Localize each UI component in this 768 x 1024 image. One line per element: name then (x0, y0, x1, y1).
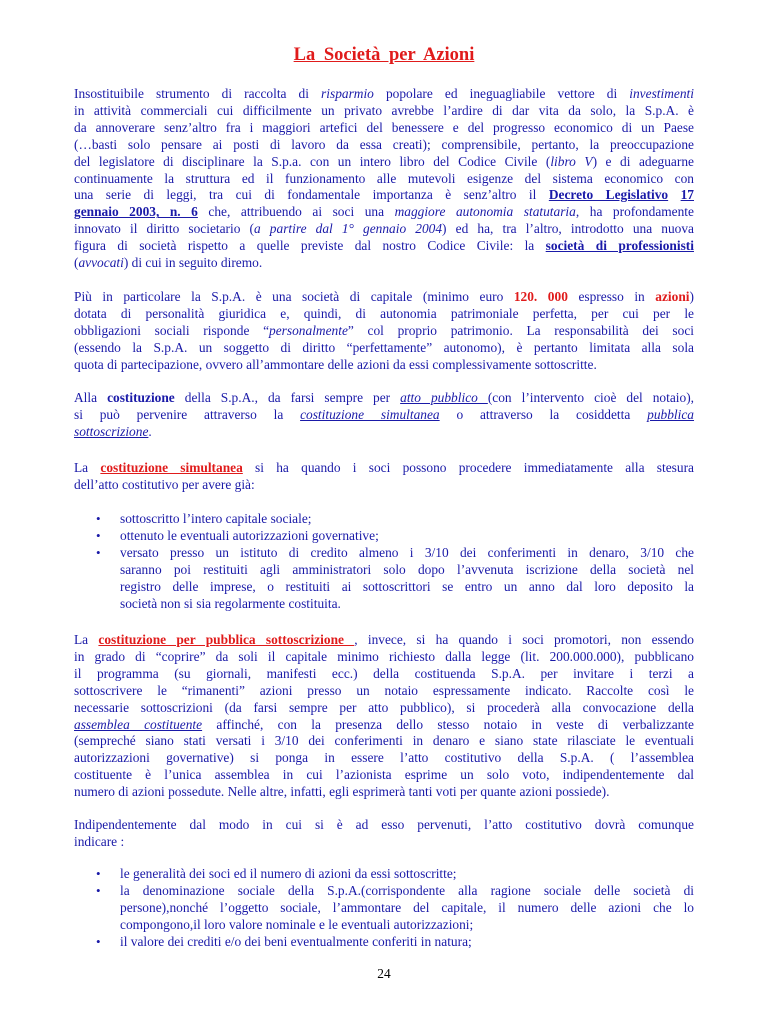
simultanea-heading-term: costituzione simultanea (100, 460, 243, 475)
text: , invece, si ha quando i soci promotori, non essendo (354, 632, 694, 647)
bullet-icon: • (96, 511, 101, 526)
line: sottoscrivere le “rimanenti” azioni presso un notaio espressamente indicato. Raccolte così le (74, 682, 694, 698)
atto-contents-list (74, 866, 694, 951)
bullet-icon: • (96, 933, 101, 949)
emph-investimenti: investimenti (629, 86, 694, 101)
text: innovato il diritto societario ( (74, 221, 254, 237)
assemblea-costituente-term: assemblea costituente (74, 716, 203, 732)
line (74, 390, 694, 407)
text: Alla (74, 390, 108, 405)
line: indicare : (74, 833, 125, 849)
line (74, 154, 694, 171)
line (74, 86, 694, 103)
line (74, 717, 694, 734)
line (74, 255, 694, 272)
text: della S.p.A., da farsi sempre per (174, 390, 401, 405)
emph-personalmente: personalmente (269, 322, 348, 338)
text: ) e di adeguarne (592, 153, 694, 169)
emph-autonomia: maggiore autonomia statutaria (394, 204, 576, 220)
decreto-link: Decreto Legislativo (548, 187, 669, 203)
costituzione-term: costituzione (107, 390, 175, 405)
list-item-text: il valore dei crediti e/o dei beni eventualmente conferiti in natura; (120, 933, 472, 949)
text: espresso in (567, 289, 656, 304)
decreto-date: gennaio 2003, n. 6 (74, 204, 198, 220)
line: in grado di “coprire” da soli il capitale minimo richiesto dalla legge (lit. 200.000.000), pubblicano (74, 648, 694, 664)
emph-avvocati: avvocati (78, 255, 124, 271)
line (74, 221, 694, 238)
line (74, 204, 694, 221)
requirements-list (74, 511, 694, 612)
page-number: 24 (377, 966, 391, 981)
pubblica-sottoscrizione-term: costituzione per pubblica sottoscrizione (98, 632, 355, 647)
text: o attraverso la cosiddetta (439, 406, 648, 422)
line: quota di partecipazione, ovvero all’ammontare delle azioni da essi complessivamente sottoscritte. (74, 356, 597, 372)
bullet-icon: • (96, 866, 101, 881)
line: versato presso un istituto di credito almeno i 3/10 dei conferimenti in denaro, 3/10 che (120, 544, 694, 560)
paragraph-costituzione (74, 390, 694, 441)
line: dell’atto costitutivo per avere già: (74, 476, 255, 492)
pubblica-term: pubblica (647, 406, 695, 422)
text: , ha profondamente (575, 204, 694, 220)
line: Indipendentemente dal modo in cui si è ad esso pervenuti, l’atto costitutivo dovrà comunque (74, 817, 694, 832)
line: autorizzazioni governative) si ponga in essere l’atto costitutivo della S.p.A. ( l’assemblea (74, 750, 694, 766)
list-item (74, 528, 694, 545)
line (74, 460, 694, 477)
line: persone),nonché l’oggetto sociale, l’ammontare del capitale, il numero delle azioni che lo (120, 899, 694, 915)
text (668, 187, 680, 202)
text: La (74, 460, 101, 475)
capital-amount: 120. 000 (513, 289, 568, 304)
bullet-icon: • (96, 882, 101, 898)
line: in attività commerciali cui difficilmente un privato avrebbe l’ardire di dar vita da solo, la S.p.A. è (74, 102, 694, 118)
line: dotata di personalità giuridica e, quindi, di autonomia patrimoniale perfetta, per cui per le (74, 305, 694, 321)
line: da annoverare senz’altro fra i maggiori artefici del benessere e del progresso economico di un Paese (74, 119, 694, 135)
line: il programma (su giornali, manifesti ecc.) della costituenda S.p.A. per invitare i terzi a (74, 665, 694, 681)
list-item-text: ottenuto le eventuali autorizzazioni governative; (120, 527, 379, 543)
text: affinché, con la presenza dello stesso notaio in veste di verbalizzante (202, 716, 694, 732)
text: una serie di leggi, tra cui di fondamentale importanza è senz’altro il (74, 187, 549, 203)
line: società non si sia regolarmente costituita. (120, 595, 341, 611)
text: ) (689, 289, 694, 304)
line: continuamente la struttura ed il funzionamento alle mutevoli esigenze del sistema economico con (74, 170, 694, 186)
line (74, 187, 694, 204)
text: figura di società rispetto a quelle previste dal nostro Codice Civile: la (74, 238, 546, 254)
line (74, 632, 694, 649)
paragraph-intro (74, 86, 694, 272)
text: del legislatore di disciplinare la S.p.a. con un intero libro del Codice Civile ( (74, 153, 551, 169)
list-item (74, 511, 694, 528)
text: Insostituibile strumento di raccolta di (74, 86, 322, 101)
azioni-term: azioni (655, 289, 690, 304)
bullet-icon: • (96, 544, 101, 560)
text: obbligazioni sociali risponde “ (74, 322, 270, 338)
line: (essendo la S.p.A. un soggetto di diritto “perfettamente” autonomo), è pertanto limitata alla sola (74, 339, 694, 355)
line: saranno poi restituiti agli amministratori solo dopo l’avvenuta iscrizione della società nel (120, 561, 694, 577)
text: Più in particolare la S.p.A. è una società di capitale (minimo euro (74, 289, 514, 304)
costituzione-simultanea-term: costituzione simultanea (300, 406, 440, 422)
paragraph-capitale (74, 289, 694, 374)
line: (sempreché siano stati versati i 3/10 dei conferimenti in denaro e siano state rilasciate le eventuali (74, 733, 694, 749)
text: si ha quando i soci possono procedere immediatamente alla stesura (242, 460, 694, 475)
text: popolare ed ineguagliabile vettore di (373, 86, 630, 101)
line (74, 407, 694, 424)
text: (con l’intervento cioè del notaio), (487, 390, 695, 405)
atto-pubblico-term: atto pubblico (400, 390, 488, 405)
list-item-text: sottoscritto l’intero capitale sociale; (120, 511, 312, 526)
text: ( (74, 255, 79, 271)
emph-date: a partire dal 1° gennaio 2004 (254, 221, 443, 237)
line: numero di azioni possedute. Nelle altre, infatti, egli esprimerà tanti voti per quante azioni possiede). (74, 784, 610, 800)
line (74, 424, 694, 441)
sottoscrizione-term: sottoscrizione (74, 423, 149, 439)
paragraph-atto-costitutivo (74, 817, 694, 851)
line (74, 238, 694, 255)
list-item (74, 545, 694, 613)
line: la denominazione sociale della S.p.A.(corrispondente alla ragione sociale delle società di (120, 882, 694, 898)
line: compongono,il loro valore nominale e le eventuali autorizzazioni; (120, 916, 474, 932)
text: ” col proprio patrimonio. La responsabilità dei soci (347, 322, 694, 338)
paragraph-simultanea (74, 460, 694, 494)
emph-risparmio: risparmio (321, 86, 374, 101)
text: La (74, 632, 99, 647)
line: necessarie sottoscrizioni (da farsi sempre per atto pubblico), si procederà alla convocazione della (74, 699, 694, 715)
paragraph-pubblica-sottoscrizione (74, 632, 694, 801)
decreto-date: 17 (680, 187, 694, 203)
line: (…basti solo pensare ai posti di lavoro da essa creati); comprensibile, pertanto, la preoccupazione (74, 136, 694, 152)
professionisti-term: società di professionisti (545, 238, 694, 254)
text: si può pervenire attraverso la (74, 406, 301, 422)
list-item-text: le generalità dei soci ed il numero di azioni da essi sottoscritte; (120, 866, 457, 881)
line: costituente è l’unica assemblea in cui l’azionista esprime un solo voto, indipendentemente dal (74, 767, 694, 783)
line (74, 323, 694, 340)
list-item (74, 866, 694, 883)
emph-libro: libro V (550, 153, 593, 169)
list-item (74, 883, 694, 934)
text: che, attribuendo ai soci una (197, 204, 395, 220)
line (74, 289, 694, 306)
line: registro delle imprese, o restituiti ai sottoscrittori se entro un anno dal loro deposito la (120, 578, 694, 594)
page-title: La Società per Azioni (293, 45, 475, 65)
text: ) ed ha, tra l’altro, introdotto una nuova (442, 221, 694, 237)
text: ) di cui in seguito diremo. (123, 255, 263, 271)
text: . (148, 423, 152, 439)
list-item (74, 934, 694, 951)
bullet-icon: • (96, 527, 101, 543)
